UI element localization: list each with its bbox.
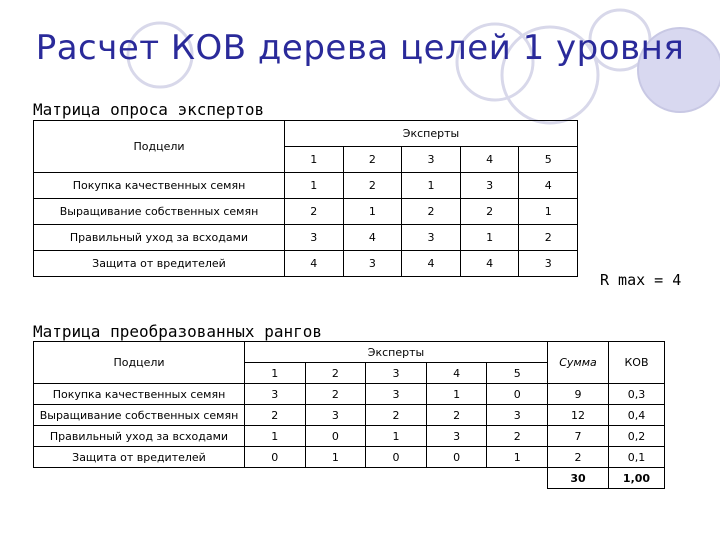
rank-cell: 4 [460,251,519,277]
kov-cell: 0,3 [609,384,665,405]
table-row [34,447,665,468]
rank-cell: 2 [519,225,578,251]
rank-cell: 2 [426,405,487,426]
kov-cell: 0,1 [609,447,665,468]
rank-cell: 1 [519,199,578,225]
kov-cell: 0,2 [609,426,665,447]
subgoal-name: Защита от вредителей [34,251,285,277]
rank-cell: 3 [519,251,578,277]
rank-cell: 2 [460,199,519,225]
rank-cell: 3 [366,384,427,405]
expert-number: 4 [460,147,519,173]
rank-cell: 1 [285,173,344,199]
kov-header: КОВ [609,342,665,384]
transformed-ranks-matrix [33,341,665,489]
rank-cell: 3 [343,251,402,277]
expert-survey-matrix [33,120,578,277]
matrix2-caption: Матрица преобразованных рангов [33,322,322,341]
expert-number: 3 [402,147,461,173]
table-row [34,405,665,426]
expert-number: 4 [426,363,487,384]
rmax-label: R max = 4 [600,271,682,289]
rank-cell: 3 [285,225,344,251]
rank-cell: 3 [402,225,461,251]
table-row [34,199,578,225]
subgoal-name: Защита от вредителей [34,447,245,468]
subgoals-header: Подцели [34,342,245,384]
table-row [34,426,665,447]
rank-cell: 3 [487,405,548,426]
rank-cell: 0 [366,447,427,468]
subgoal-name: Выращивание собственных семян [34,405,245,426]
rank-cell: 2 [343,173,402,199]
table-row [34,225,578,251]
sum-cell: 7 [548,426,609,447]
rank-cell: 1 [460,225,519,251]
table-row [34,384,665,405]
matrix1-caption: Матрица опроса экспертов [33,100,265,119]
subgoal-name: Покупка качественных семян [34,384,245,405]
rank-cell: 1 [366,426,427,447]
expert-number: 1 [245,363,306,384]
rank-cell: 4 [402,251,461,277]
expert-number: 2 [305,363,366,384]
rank-cell: 2 [402,199,461,225]
rank-cell: 0 [245,447,306,468]
expert-number: 5 [487,363,548,384]
rank-cell: 4 [343,225,402,251]
rank-cell: 4 [285,251,344,277]
subgoal-name: Правильный уход за всходами [34,426,245,447]
rank-cell: 1 [402,173,461,199]
table-row [34,251,578,277]
rank-cell: 2 [285,199,344,225]
kov-cell: 0,4 [609,405,665,426]
expert-number: 1 [285,147,344,173]
sum-cell: 12 [548,405,609,426]
rank-cell: 1 [487,447,548,468]
rank-cell: 3 [426,426,487,447]
subgoals-header: Подцели [34,121,285,173]
rank-cell: 3 [245,384,306,405]
rank-cell: 0 [305,426,366,447]
expert-number: 5 [519,147,578,173]
rank-cell: 2 [487,426,548,447]
rank-cell: 2 [305,384,366,405]
experts-header: Эксперты [245,342,548,363]
experts-header: Эксперты [285,121,578,147]
rank-cell: 2 [366,405,427,426]
rank-cell: 1 [426,384,487,405]
sum-header: Сумма [548,342,609,384]
subgoal-name: Правильный уход за всходами [34,225,285,251]
expert-number: 2 [343,147,402,173]
total-kov: 1,00 [609,468,665,489]
rank-cell: 1 [343,199,402,225]
total-sum: 30 [548,468,609,489]
rank-cell: 1 [245,426,306,447]
sum-cell: 9 [548,384,609,405]
rank-cell: 3 [460,173,519,199]
totals-row [34,468,665,489]
page-title: Расчет КОВ дерева целей 1 уровня [35,28,685,68]
subgoal-name: Покупка качественных семян [34,173,285,199]
rank-cell: 2 [245,405,306,426]
sum-cell: 2 [548,447,609,468]
table-row [34,173,578,199]
rank-cell: 3 [305,405,366,426]
rank-cell: 0 [487,384,548,405]
rank-cell: 4 [519,173,578,199]
expert-number: 3 [366,363,427,384]
rank-cell: 1 [305,447,366,468]
subgoal-name: Выращивание собственных семян [34,199,285,225]
rank-cell: 0 [426,447,487,468]
